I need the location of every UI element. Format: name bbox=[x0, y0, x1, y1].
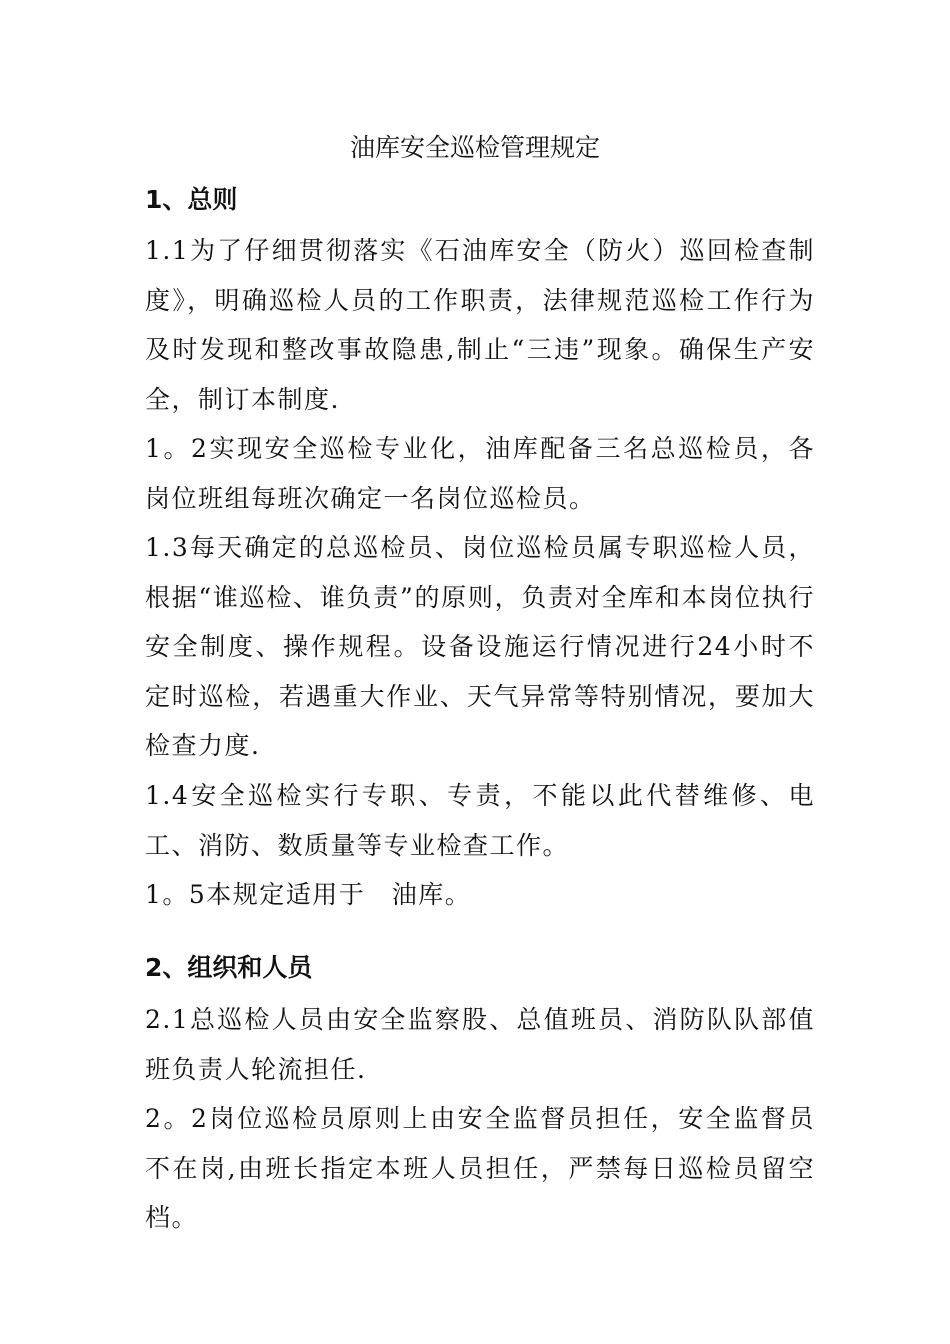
document-title: 油库安全巡检管理规定 bbox=[349, 133, 600, 162]
paragraph-1-3: 1.3每天确定的总巡检员、岗位巡检员属专职巡检人员，根据“谁巡检、谁负责”的原则，负责对全库和本岗位执行安全制度、操作规程。设备设施运行情况进行24小时不定时巡检，若遇重大作业、天气异常等特别情况，要加大检查力度. bbox=[145, 533, 815, 760]
paragraph-1-5: 1。5本规定适用于 油库。 bbox=[145, 880, 472, 909]
paragraph-1-2: 1。2实现安全巡检专业化，油库配备三名总巡检员，各岗位班组每班次确定一名岗位巡检员。 bbox=[145, 434, 815, 513]
section-heading-organization: 2、组织和人员 bbox=[145, 953, 313, 982]
section-heading-general: 1、总则 bbox=[145, 185, 238, 214]
paragraph-1-1: 1.1为了仔细贯彻落实《石油库安全（防火）巡回检查制度》，明确巡检人员的工作职责，法律规范巡检工作行为及时发现和整改事故隐患,制止“三违”现象。确保生产安全，制订本制度. bbox=[145, 236, 815, 414]
paragraph-2-1: 2.1总巡检人员由安全监察股、总值班员、消防队队部值班负责人轮流担任. bbox=[145, 1005, 815, 1084]
paragraph-2-2: 2。2岗位巡检员原则上由安全监督员担任，安全监督员不在岗,由班长指定本班人员担任，严禁每日巡检员留空档。 bbox=[145, 1104, 815, 1232]
paragraph-1-4: 1.4安全巡检实行专职、专责，不能以此代替维修、电工、消防、数质量等专业检查工作。 bbox=[145, 781, 815, 860]
